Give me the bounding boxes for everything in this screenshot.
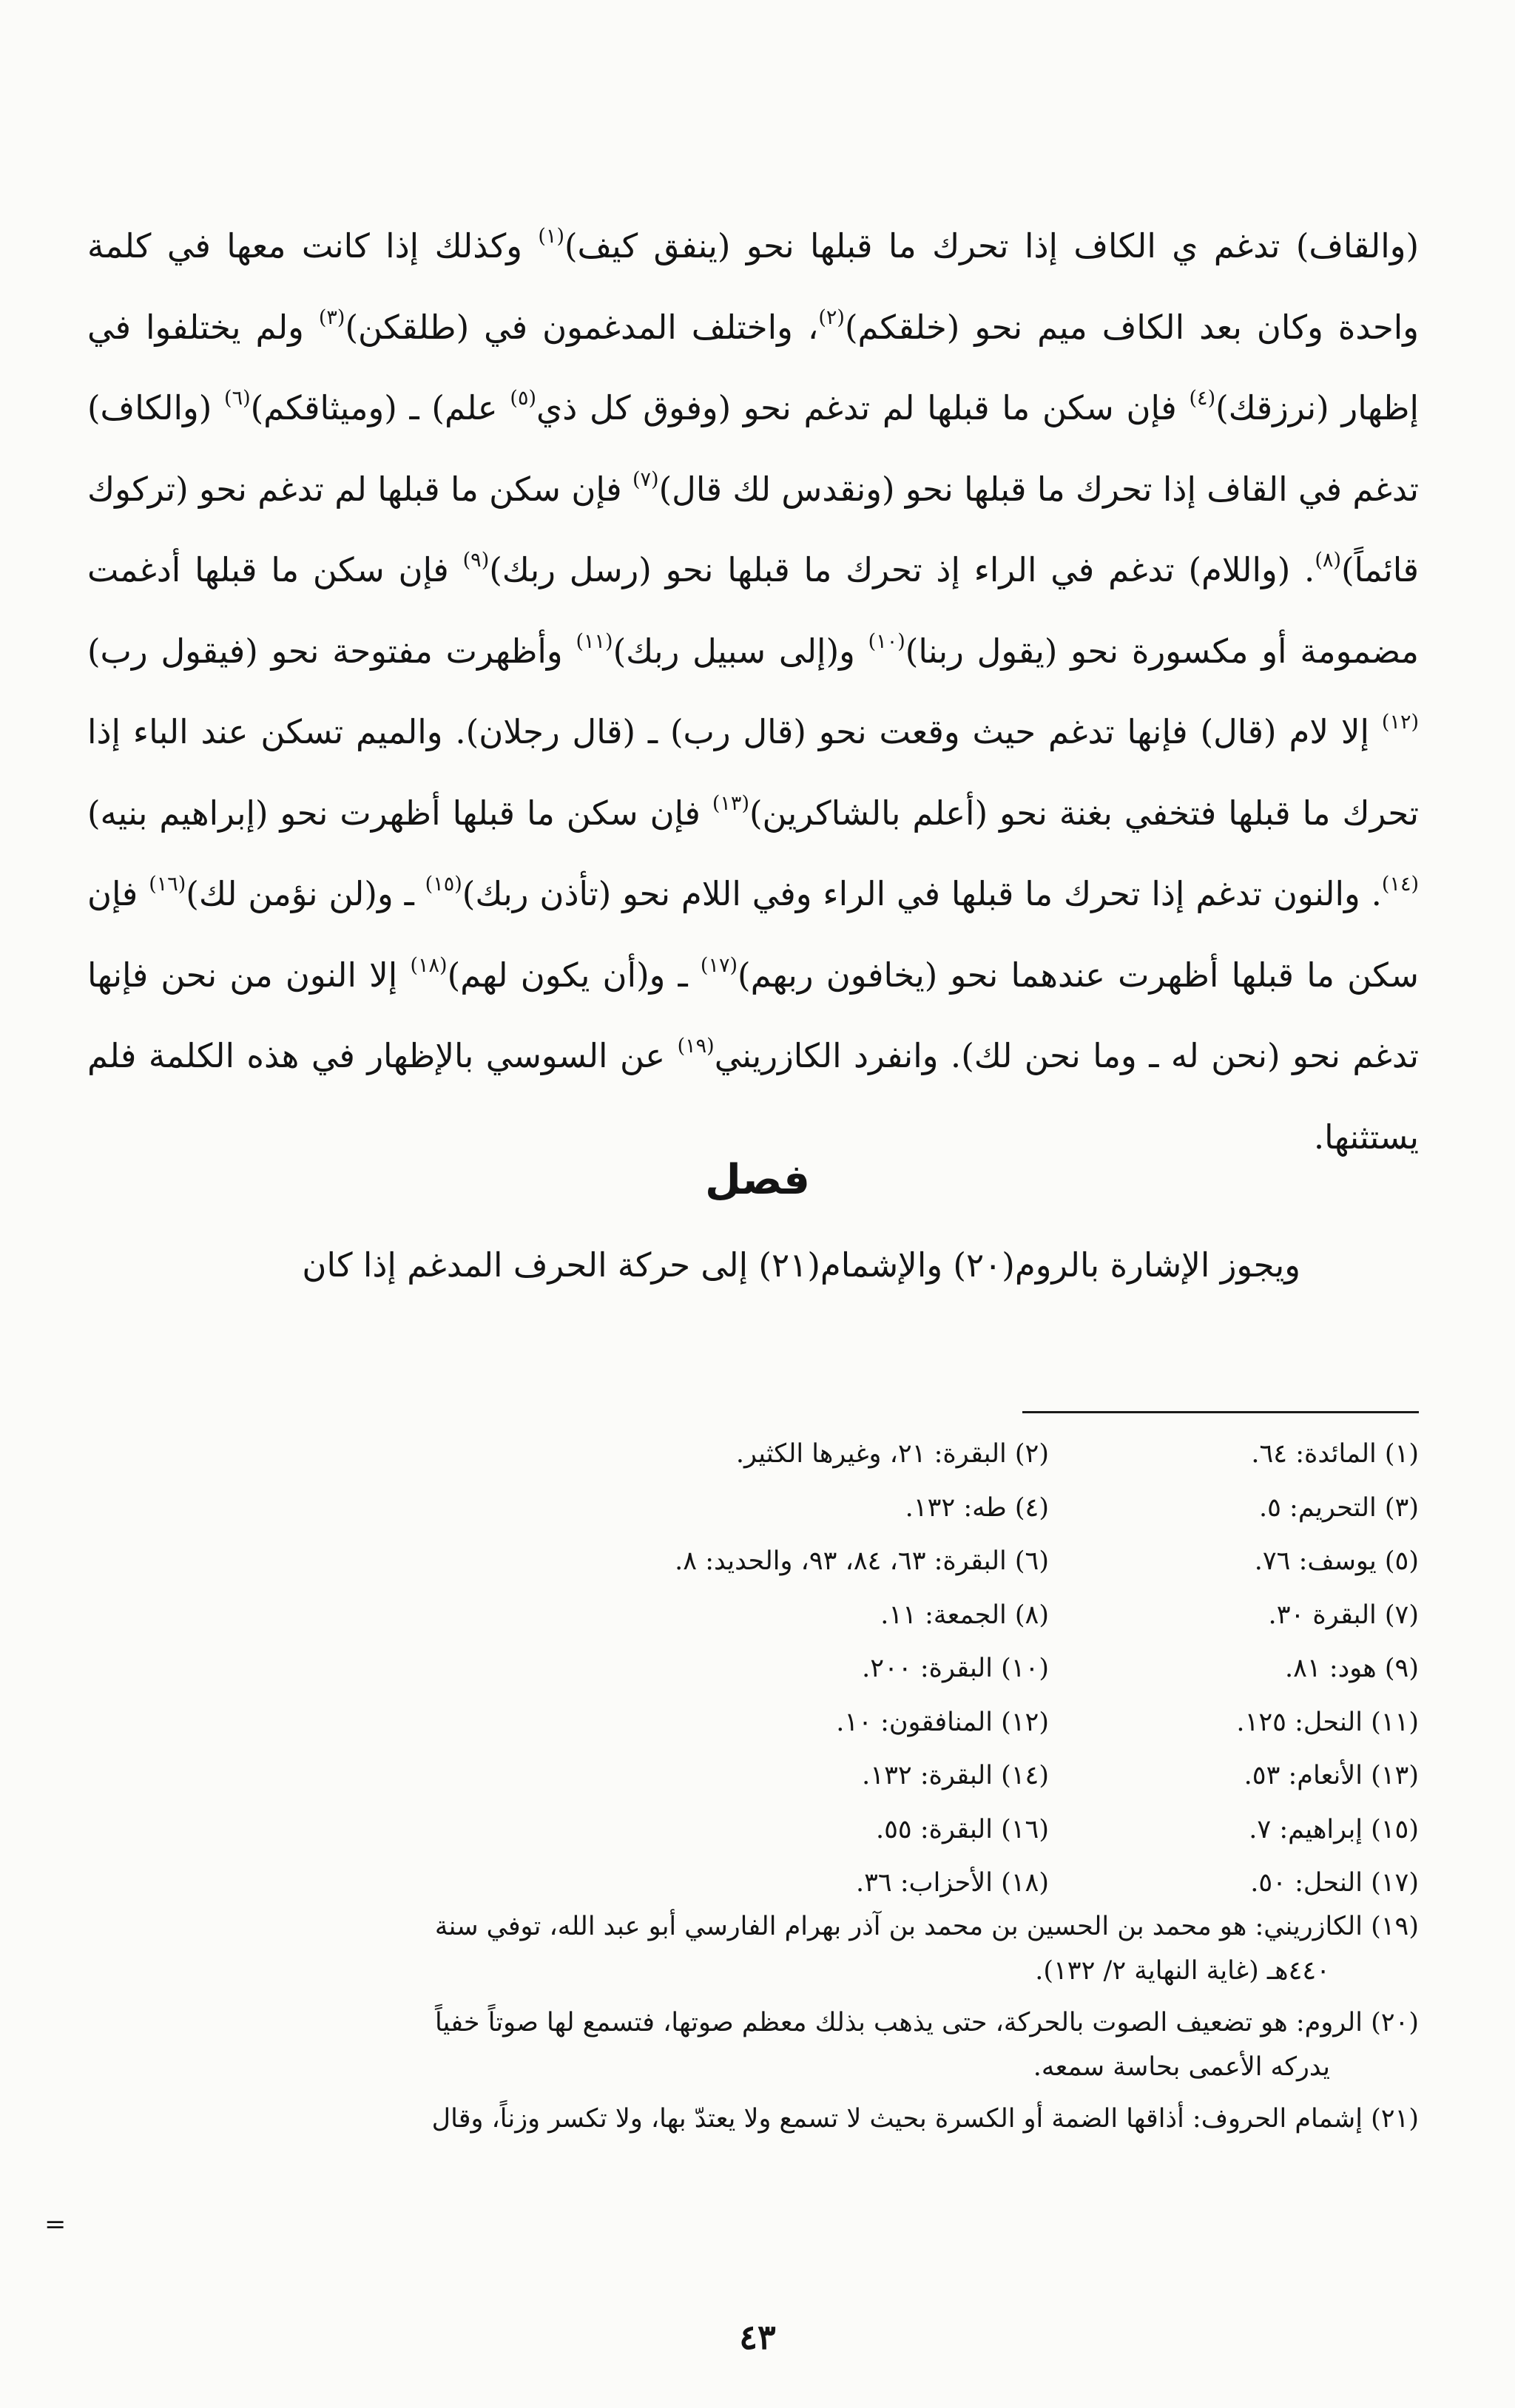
footnote-item: (١٥) إبراهيم: ٧. [1249,1814,1419,1844]
footnote-ref: (٨) [1315,549,1341,572]
footnote-ref: (٤) [1189,387,1216,410]
footnote-ref: (١٧) [700,953,738,977]
page-number: ٤٣ [739,2317,776,2357]
continuation-mark: = [44,2210,67,2239]
footnote-ref: (١) [538,225,564,248]
section-paragraph: ويجوز الإشارة بالروم(٢٠) والإشمام(٢١) إلى حركة الحرف المدغم إذا كان [302,1245,1300,1285]
footnote-item: (١٣) الأنعام: ٥٣. [1244,1761,1419,1790]
footnote-ref: (١٠) [868,629,905,653]
footnote-item: (٥) يوسف: ٧٦. [1254,1546,1419,1576]
footnote-item: (١٦) البقرة: ٥٥. [875,1814,1049,1844]
footnote-item: (١٠) البقرة: ٢٠٠. [862,1654,1049,1683]
footnote-ref: (٦) [224,387,251,410]
footnote-ref: (١١) [576,629,613,653]
footnote-ref: (١٤) [1381,873,1420,896]
footnote-ref: (٥) [510,387,536,410]
footnote-ref: (٧) [632,467,659,491]
footnote-item: (٤) طه: ١٣٢. [905,1492,1049,1523]
footnote-item: (٢١) إشمام الحروف: أذاقها الضمة أو الكسرة بحيث لا تسمع ولا يعتدّ بها، ولا تكسر وزناً، وقال [431,2104,1419,2134]
section-heading: فصل [705,1156,810,1204]
footnotes-grid [87,1427,1419,1910]
footnote-item: (٣) التحريم: ٥. [1258,1492,1419,1523]
footnote-item: (٢) البقرة: ٢١، وغيرها الكثير. [735,1439,1049,1469]
footnote-item: (٦) البقرة: ٦٣، ٨٤، ٩٣، والحديد: ٨. [675,1546,1049,1576]
footnote-ref: (١٨) [410,953,448,977]
footnote-item: (١٢) المنافقون: ١٠. [836,1707,1049,1737]
footnote-item: (١٨) الأحزاب: ٣٦. [855,1868,1049,1898]
footnote-item: (٨) الجمعة: ١١. [880,1600,1049,1630]
footnote-item: (١١) النحل: ١٢٥. [1236,1707,1419,1737]
footnote-ref: (١٩) [677,1035,715,1058]
footnote-separator [1022,1411,1419,1413]
footnote-ref: (٩) [462,549,490,572]
footnote-ref: (١٣) [712,791,749,815]
footnote-item: (٩) هود: ٨١. [1284,1654,1419,1683]
footnote-item: (١٤) البقرة: ١٣٢. [862,1761,1049,1790]
footnote-item: (١٧) النحل: ٥٠. [1250,1868,1419,1898]
long-footnotes [87,1904,1419,2148]
footnote-ref: (١٥) [425,873,462,896]
footnote-item: (٢٠) الروم: هو تضعيف الصوت بالحركة، حتى يذهب بذلك معظم صوتها، فتسمع لها صوتاً خفياً يدركه الأعمى بحاسة سمعه. [435,2008,1419,2082]
main-text-block [87,206,1419,1177]
body-paragraph: (والقاف) تدغم ي الكاف إذا تحرك ما قبلها نحو (ينفق كيف)$^{(١)}$ وكذلك إذا كانت معها في كلمة واحدة وكان بعد الكاف ميم نحو (خلقكم)$^{(٢)}$، واختلف المدغمون في (طلقكن)$^{(٣)}$ ولم يختلفوا في إظهار (نرزقك)$^{(٤)}$ فإن سكن ما قبلها لم تدغم نحو (وفوق كل ذي$^{(٥)}$ علم) ـ (وميثاقكم)$^{(٦)}$ (والكاف) تدغم في القاف إذا تحرك ما قبلها نحو (ونقدس لك قال)$^{(٧)}$ فإن سكن ما قبلها لم تدغم نحو (تركوك قائماً)$^{(٨)}$. (واللام) تدغم في الراء إذ تحرك ما قبلها نحو (رسل ربك)$^{(٩)}$ فإن سكن ما قبلها أدغمت مضمومة أو مكسورة نحو (يقول ربنا)$^{(١٠)}$ و(إلى سبيل ربك)$^{(١١)}$ وأظهرت مفتوحة نحو (فيقول رب)$^{(١٢)}$ إلا لام (قال) فإنها تدغم حيث وقعت نحو (قال رب) ـ (قال رجلان). والميم تسكن عند الباء إذا تحرك ما قبلها فتخفي بغنة نحو (أعلم بالشاكرين)$^{(١٣)}$ فإن سكن ما قبلها أظهرت نحو (إبراهيم بنيه)$^{(١٤)}$. والنون تدغم إذا تحرك ما قبلها في الراء وفي اللام نحو (تأذن ربك)$^{(١٥)}$ ـ و(لن نؤمن لك)$^{(١٦)}$ فإن سكن ما قبلها أظهرت عندهما نحو (يخافون ربهم)$^{(١٧)}$ ـ و(أن يكون لهم)$^{(١٨)}$ إلا النون من نحن فإنها تدغم نحو (نحن له ـ وما نحن لك). وانفرد الكازريني$^{(١٩)}$ عن السوسي بالإظهار في هذه الكلمة فلم يستثنها. [87,225,1420,1157]
footnote-item: (٧) البقرة ٣٠. [1268,1600,1419,1630]
footnote-item: (١٩) الكازريني: هو محمد بن الحسين بن محمد بن آذر بهرام الفارسي أبو عبد الله، توفي سنة ٤٤٠هـ (غاية النهاية ٢/ ١٣٢). [434,1912,1419,1986]
footnote-item: (١) المائدة: ٦٤. [1251,1439,1419,1469]
footnote-ref: (٢) [818,305,845,329]
footnote-ref: (٣) [318,305,345,329]
footnote-ref: (١٢) [1381,711,1420,734]
footnote-ref: (١٦) [149,873,186,896]
